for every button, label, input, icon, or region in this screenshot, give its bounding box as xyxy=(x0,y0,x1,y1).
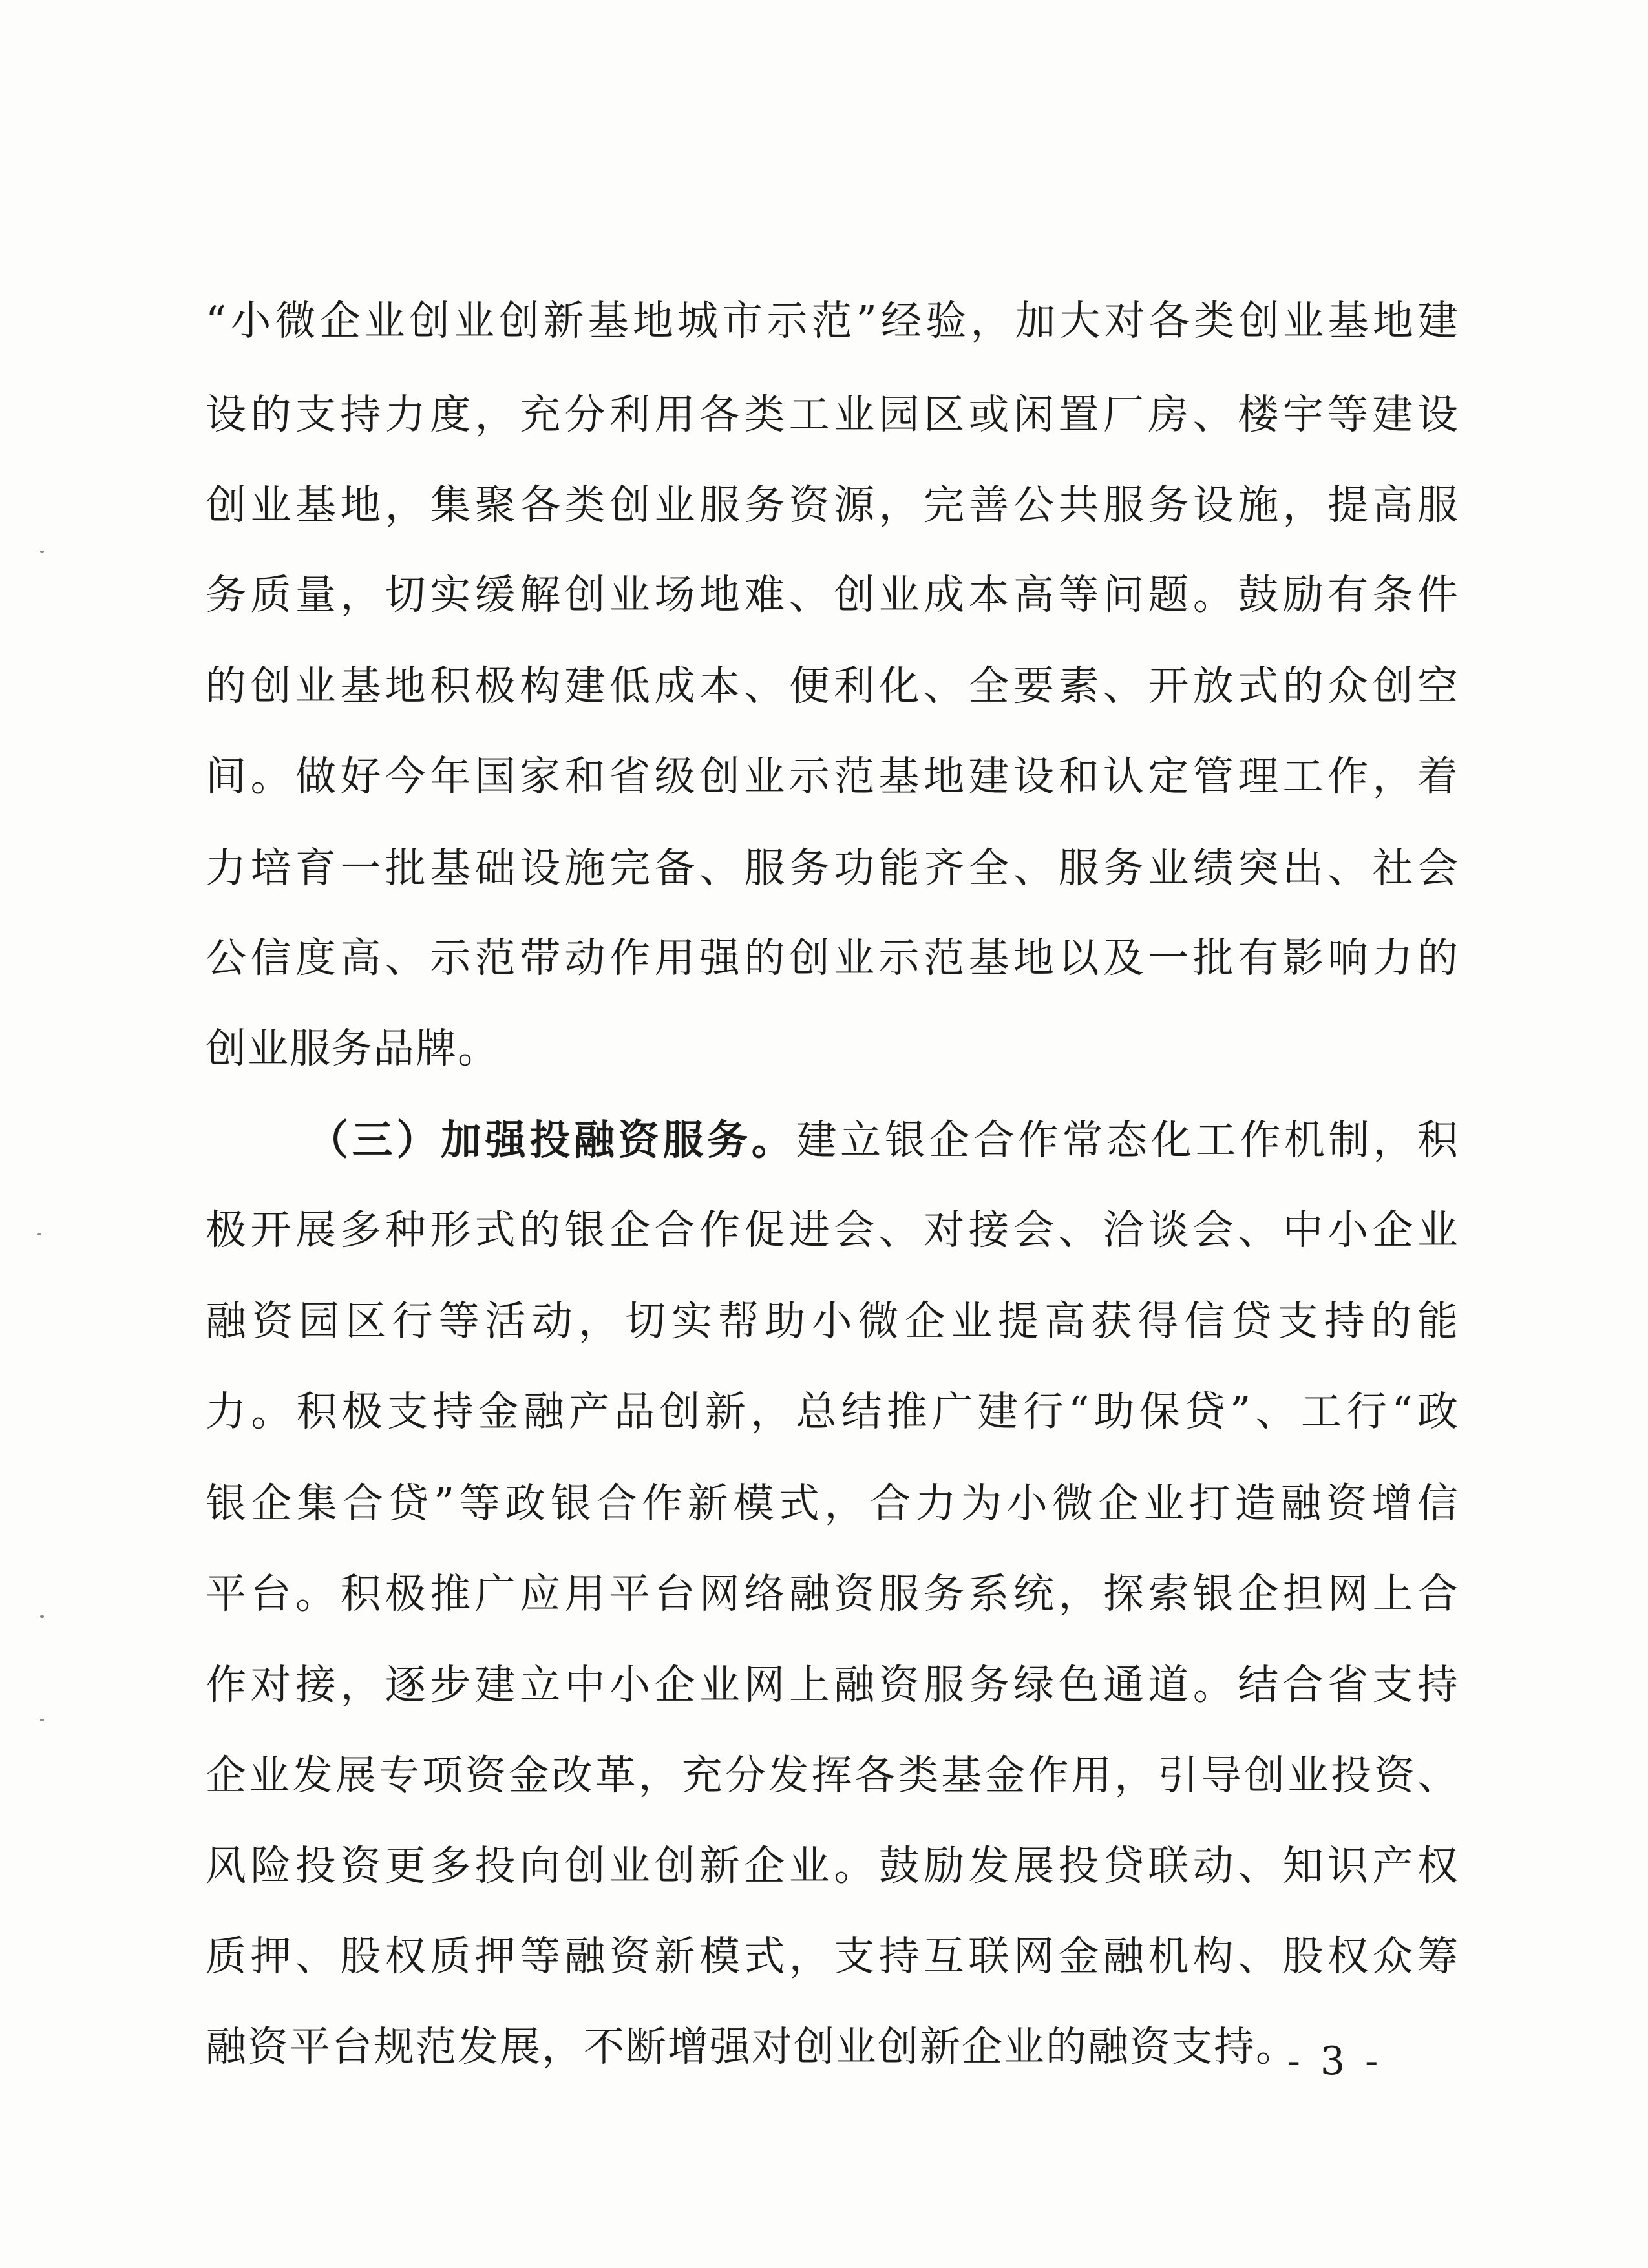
paragraph-line: 设的支持力度，充分利用各类工业园区或闲置厂房、楼宇等建设 xyxy=(206,391,1459,438)
paragraph-line: 极开展多种形式的银企合作促进会、对接会、洽谈会、中小企业 xyxy=(206,1206,1459,1254)
paragraph-line: 力。积极支持金融产品创新，总结推广建行“助保贷”、工行“政 xyxy=(206,1388,1459,1435)
paragraph-line: 的创业基地积极构建低成本、便利化、全要素、开放式的众创空 xyxy=(206,662,1459,709)
paragraph-line: 融资园区行等活动，切实帮助小微企业提高获得信贷支持的能 xyxy=(206,1297,1459,1345)
section-heading-line-rest: 建立银企合作常态化工作机制，积 xyxy=(796,1117,1460,1164)
paragraph-line: 平台。积极推广应用平台网络融资服务系统，探索银企担网上合 xyxy=(206,1570,1459,1617)
paragraph-line: 融资平台规范发展，不断增强对创业创新企业的融资支持。 xyxy=(206,2023,1298,2070)
paragraph-line: 间。做好今年国家和省级创业示范基地建设和认定管理工作，着 xyxy=(206,753,1459,800)
scan-speck xyxy=(40,551,44,553)
paragraph-line: 创业服务品牌。 xyxy=(206,1025,500,1072)
scan-speck xyxy=(40,1719,44,1721)
paragraph-line: 质押、股权质押等融资新模式，支持互联网金融机构、股权众筹 xyxy=(206,1933,1459,1980)
scan-speck xyxy=(37,1233,41,1235)
paragraph-line: 作对接，逐步建立中小企业网上融资服务绿色通道。结合省支持 xyxy=(206,1661,1459,1708)
paragraph-line: 力培育一批基础设施完备、服务功能齐全、服务业绩突出、社会 xyxy=(206,845,1459,892)
paragraph-line: 风险投资更多投向创业创新企业。鼓励发展投贷联动、知识产权 xyxy=(206,1842,1459,1889)
page-number: - 3 - xyxy=(1287,2039,1382,2084)
paragraph-line: “小微企业创业创新基地城市示范”经验，加大对各类创业基地建 xyxy=(206,297,1459,344)
paragraph-line: 务质量，切实缓解创业场地难、创业成本高等问题。鼓励有条件 xyxy=(206,571,1459,618)
paragraph-line: 企业发展专项资金改革，充分发挥各类基金作用，引导创业投资、 xyxy=(206,1752,1459,1799)
section-heading: （三）加强投融资服务。 xyxy=(308,1116,796,1164)
paragraph-line: 创业基地，集聚各类创业服务资源，完善公共服务设施，提高服 xyxy=(206,481,1459,529)
paragraph-line: 公信度高、示范带动作用强的创业示范基地以及一批有影响力的 xyxy=(206,934,1459,982)
section-heading-line xyxy=(308,1111,1459,1169)
scan-speck xyxy=(40,1615,44,1618)
paragraph-line: 银企集合贷”等政银合作新模式，合力为小微企业打造融资增信 xyxy=(206,1480,1459,1527)
